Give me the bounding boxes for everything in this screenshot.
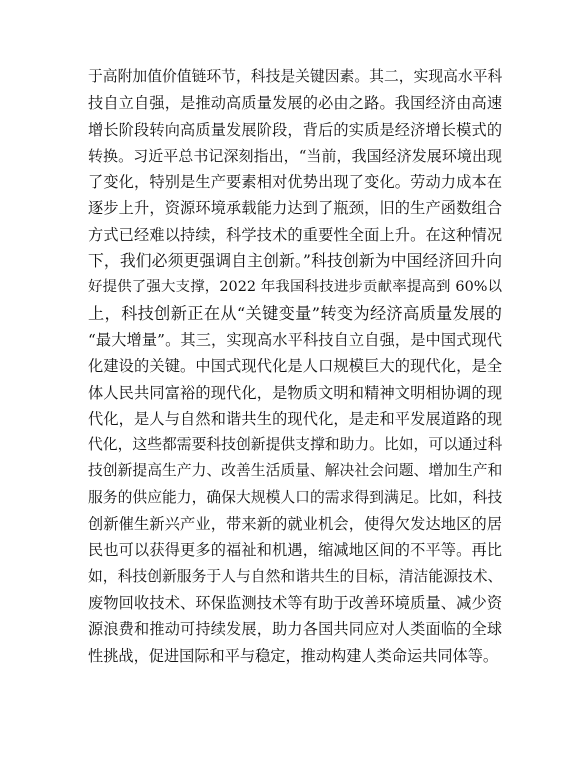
text-line-13: 体人民共同富裕的现代化，是物质文明和精神文明相协调的现 — [88, 383, 502, 402]
text-line-14: 代化，是人与自然和谐共生的现代化，是走和平发展道路的现 — [88, 409, 502, 428]
text-line-21: 废物回收技术、环保监测技术等有助于改善环境质量、减少资 — [88, 593, 502, 612]
text-line-20: 如，科技创新服务于人与自然和谐共生的目标，清洁能源技术、 — [88, 567, 503, 585]
text-line-15: 代化，这些都需要科技创新提供支撑和助力。比如，可以通过科 — [88, 436, 503, 454]
text-line-8: 下，我们必须更强调自主创新。”科技创新为中国经济回升向 — [88, 251, 502, 271]
text-line-22: 源浪费和推动可持续发展，助力各国共同应对人类面临的全球 — [88, 620, 502, 639]
text-line-18: 创新催生新兴产业，带来新的就业机会，使得欠发达地区的居 — [88, 515, 502, 534]
text-line-11: “最大增量”。其三，实现高水平科技自立自强，是中国式现代 — [88, 330, 502, 349]
body-paragraph — [88, 64, 502, 669]
text-line-3: 增长阶段转向高质量发展阶段，背后的实质是经济增长模式的 — [88, 120, 502, 139]
text-line-16: 技创新提高生产力、改善生活质量、解决社会问题、增加生产和 — [88, 462, 503, 480]
text-line-17: 服务的供应能力，确保大规模人口的需求得到满足。比如，科技 — [88, 488, 503, 506]
text-line-23: 性挑战，促进国际和平与稳定，推动构建人类命运共同体等。 — [88, 646, 499, 665]
text-line-19: 民也可以获得更多的福祉和机遇，缩减地区间的不平等。再比 — [88, 541, 502, 560]
text-line-9: 好提供了强大支撑，2022 年我国科技进步贡献率提高到 60%以 — [88, 279, 502, 296]
text-line-2: 技自立自强，是推动高质量发展的必由之路。我国经济由高速 — [88, 94, 502, 113]
text-line-12: 化建设的关键。中国式现代化是人口规模巨大的现代化，是全 — [88, 357, 502, 376]
text-line-5: 了变化，特别是生产要素相对优势出现了变化。劳动力成本在 — [88, 173, 502, 192]
text-line-10: 上，科技创新正在从“关键变量”转变为经济高质量发展的 — [88, 303, 502, 323]
text-line-7: 方式已经难以持续，科学技术的重要性全面上升。在这种情况 — [88, 225, 502, 244]
text-line-1: 于高附加值价值链环节，科技是关键因素。其二，实现高水平科 — [88, 68, 503, 85]
text-line-6: 逐步上升，资源环境承载能力达到了瓶颈，旧的生产函数组合 — [88, 199, 502, 218]
text-line-4: 转换。习近平总书记深刻指出，“当前，我国经济发展环境出现 — [88, 146, 502, 165]
